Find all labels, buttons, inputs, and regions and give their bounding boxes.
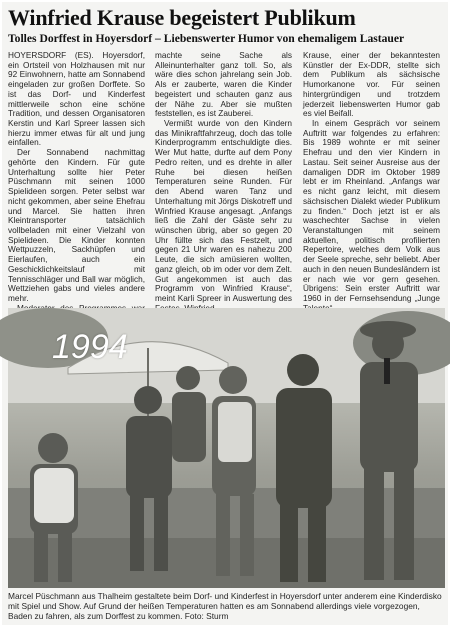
photo-caption: Marcel Püschmann aus Thalheim gestaltete beim Dorf- und Kinderfest in Hoyersdorf unter anderem eine Kinderdisko mit Spiel und Show. Auf Grund der heißen Temperaturen hatten es am Sonnabend allerdings viele vorgezogen, Baden zu fahren, als zum Dorffest zu kommen. Foto: Sturm [8,591,442,622]
headline: Winfried Krause begeistert Publikum [8,5,356,30]
newspaper-clipping [2,2,448,625]
photo-year-overlay: 1994 [52,328,128,366]
paragraph: In einem Gespräch vor seinem Auftritt war folgendes zu erfahren: Bis 1989 wohnte er mit seiner Ehefrau und den vier Kindern in Lastau. Seit seiner Ausreise aus der damaligen DDR im Oktober 1989 lebt er im Rheinland. „Anfangs war es nicht ganz leicht, mit diesem sächsischen Dialekt wieder Publikum zu finden.“ Doch jetzt ist er als waschechter Sachse in vielen Veranstaltungen mit seinem aktuellen, politisch profilierten Repertoire, welches dem Volk aus der Seele spreche, sehr beliebt. Aber auch in den neuen Bundesländern ist er nach wie vor gern gesehen. Übrigens: Sein erster Auftritt war 1960 in der Fernsehsendung „Junge [303,119,440,303]
article-column-2 [155,51,292,306]
paragraph: Vermißt wurde von den Kindern das Minikraftfahrzeug, doch das tolle Kinderprogramm entschuldigte dies. Wer Mut hatte, durfte auf dem Pony Pedro reiten, und es drehte in aller Ruhe bei diesen heißen Temperaturen seine Runden. Für den Abend waren Tanz und Unterhaltung mit Jörgs Diskotreff und Winfried Krause angesagt. „Anfangs ließ die Zahl der Gäste sehr zu wünschen übrig, aber so gegen 20 Uhr füllte sich das Festzelt, und gegen 21 Uhr waren es nahezu 200 Leute, die sich amüsieren wollten, ganz gleich, ob im oder vor dem Zelt. Gut angekommen ist auch das Programm von Winfried Krause“, meint Karli Spreer in Auswertung des [155,119,292,303]
subheadline: Tolles Dorffest in Hoyersdorf – Liebenswerter Humor von ehemaligem Lastauer [8,32,405,45]
article-column-3 [303,51,440,306]
paragraph: Der Sonnabend nachmittag gehörte den Kindern. Für gute Unterhaltung sollte hier Peter Püschmann mit seinen 1000 Spielideen sorgen. Peter selbst war nicht gekommen, aber seine Ehefrau und Marcel. Sie hatten ihren Kleintransporter tatsächlich vollbeladen mit einer Vielzahl von Spielideen. Die Kinder konnten Wettpuzzeln, Sackhüpfen und Eierlaufen, auch ein Geschicklichkeitslauf mit Tennisschläger und Ball war möglich, Wettziehen gabs und vieles andere mehr. [8,148,145,303]
paragraph: Krause, einer der bekanntesten Künstler der Ex-DDR, stellte sich dem Publikum als sächsische Humorkanone vor. Für seinen hintergründigen und trotzdem jederzeit liebenswerten Humor gab es viel Beifall. [303,51,440,119]
paragraph: machte seine Sache als Alleinunterhalter ganz toll. So, als wäre dies schon jahrelang sein Job. Als er zauberte, waren die Kinder begeistert und schauten ganz aus der Nähe zu. Aber sie mußten feststellen, es ist Zauberei. [155,51,292,119]
article-photo [8,308,445,588]
article-column-1 [8,51,145,306]
paragraph: HOYERSDORF (ES). Hoyersdorf, ein Ortsteil von Holzhausen mit nur 92 Einwohnern, hatte am Sonnabend eingeladen zur großen Dorffete. So ist das Dorf- und Kinderfest mittlerweile schon eine schöne Tradition, und dessen Organisatoren Kerstin und Karl Spreer lassen sich hierzu immer etwas für alt und jung einfallen. [8,51,145,148]
